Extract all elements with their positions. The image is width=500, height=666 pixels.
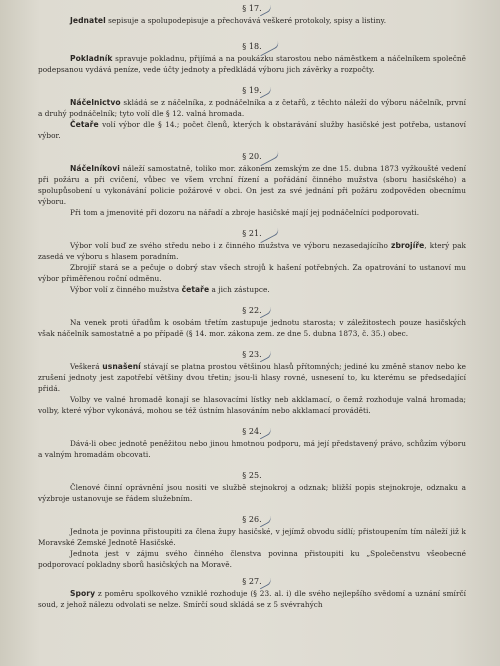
bold-term: četaře [181,285,210,294]
paragraph [38,548,466,570]
section-number: § 22. [242,306,262,315]
paragraph [38,207,466,218]
paragraph [38,15,466,26]
paragraph [38,240,466,262]
section-number: § 20. [242,152,262,161]
section-heading [38,425,466,438]
bold-term: Spory [70,589,96,598]
paragraph-text: Veškerá [70,362,103,371]
paragraph-text: sepisuje a spolupodepisuje a přechovává veškeré protokoly, spisy a listiny. [105,16,387,25]
section-number: § 27. [242,577,262,586]
bold-term: Jednatel [70,16,106,25]
paragraph-text: skládá se z náčelníka, z podnáčelníka a z četařů, z těchto náleží do výboru náčelník, první a druhý podnáčelník; tyto volí dle § 12. valná hromada. [38,98,466,118]
section-number: § 24. [242,427,262,436]
paragraph [38,361,466,394]
paragraph-text: z poměru spolkového vzniklé rozhoduje (§ 23. al. i) dle svého nejlepšího svědomí a uznání smírčí soud, z jehož nálezu odvolati se nelze. Smírčí soud skládá se z 5 svévrahých [38,589,466,609]
paragraph-text: , který pak zasedá ve výboru s hlasem poradním. [38,241,467,261]
section-heading [38,304,466,317]
section-number: § 25. [242,471,262,480]
paragraph [38,284,466,295]
section-number: § 21. [242,229,262,238]
section-number: § 17. [242,4,262,13]
document-body [38,0,466,610]
paragraph-text: Výbor volí z činného mužstva [70,285,182,294]
paragraph [38,163,466,207]
section-heading [38,348,466,361]
paragraph [38,53,466,75]
paragraph-text: Dává-li obec jednotě peněžitou nebo jinou hmotnou podporu, má její představený právo, schůzím výboru a valným hromadám obcovati. [38,439,466,459]
paragraph [38,262,466,284]
paragraph-text: Volby ve valné hromadě konají se hlasovacími lístky neb akklamací, o čemž rozhoduje valná hromada; volby, které výbor vykonává, mohou se též ústním hlasováním nebo akklamací prováděti. [38,395,466,415]
paragraph-text: Výbor volí buď ze svého středu nebo i z činného mužstva ve výboru nezasedajícího [70,241,392,250]
paragraph-text: Při tom a jmenovité při dozoru na nářadí a zbroje hasičské mají jej podnáčelníci podporovati. [70,208,420,217]
bold-term: Četaře [70,120,99,129]
bold-term: usnašení [102,362,141,371]
paragraph [38,119,466,141]
bold-term: zbrojíře [391,241,425,250]
section-heading [38,40,466,53]
paragraph [38,97,466,119]
paragraph-text: a jich zástupce. [209,285,270,294]
paragraph-text: Na venek proti úřadům k osobám třetím zastupuje jednotu starosta; v záležitostech pouze hasičských však náčelník samostatně a po případě (§ 14. mor. zákona zem. ze dne 5. dubna 1873, č. 35.) obec. [38,318,466,338]
section-heading [38,227,466,240]
section-heading [38,575,466,588]
section-number: § 18. [242,42,262,51]
bold-term: Náčelníkovi [70,164,120,173]
paragraph-text: Členové činní oprávnění jsou nositi ve službě stejnokroj a odznak; bližší popis stejnokroje, odznaku a výzbroje ustanovuje se řádem služebním. [38,483,466,503]
section-heading [38,469,466,482]
paragraph-text: Jednota jest v zájmu svého činného členstva povinna přistoupiti ku „Společenstvu všeobecné podporovací pokladny sborů hasičských na Moravě. [38,549,466,569]
section-heading [38,150,466,163]
section-heading [38,513,466,526]
paragraph-text: náleží samostatně, toliko mor. zákonem zemským ze dne 15. dubna 1873 vyžkoušté vedení při požáru a při cvičení, vůbec ve všem vrchní řízení a pořádání činného mužstva (sboru hasičského) a spolupůsobení u vykonávání policie požárové v obci. On jest za své jednání při požáru zodpověden obecnímu výboru. [38,164,466,206]
section-number: § 19. [242,86,262,95]
paragraph-text: spravuje pokladnu, přijímá a na poukázku starostou nebo náměstkem a náčelníkem společně podepsanou vydává peníze, vede účty jednoty a předkládá výboru jich závěrky a rozpočty. [38,54,466,74]
paragraph [38,438,466,460]
paragraph [38,394,466,416]
paragraph [38,317,466,339]
paragraph-text: Jednota je povinna přistoupiti za člena župy hasičské, v jejímž obvodu sídlí; přistoupením tím náleží již k Moravské Zemské Jednotě Hasičské. [38,527,466,547]
handwritten-mark [253,0,272,16]
section-number: § 23. [242,350,262,359]
paragraph-text: Zbrojíř stará se a pečuje o dobrý stav všech strojů k hašení potřebných. Za opatrování to ustanoví mu výbor přiměřenou roční odměnu. [38,263,466,283]
paragraph [38,482,466,504]
paragraph [38,526,466,548]
paragraph-text: volí výbor dle § 14.; počet členů, kterých k obstarávání služby hasičské jest potřeba, ustanoví výbor. [38,120,466,140]
paragraph-text: stávají se platna prostou většinou hlasů přítomných; jediné ku změně stanov nebo ke zrušení jednoty jest zapotřebí většiny dvou třetin; jsou-li hlasy rovné, usnesení to, ku kterému se předsedající přidá. [38,362,466,393]
bold-term: Pokladník [70,54,113,63]
section-heading [38,2,466,15]
bold-term: Náčelnictvo [70,98,121,107]
section-heading [38,84,466,97]
paragraph [38,588,466,610]
section-number: § 26. [242,515,262,524]
